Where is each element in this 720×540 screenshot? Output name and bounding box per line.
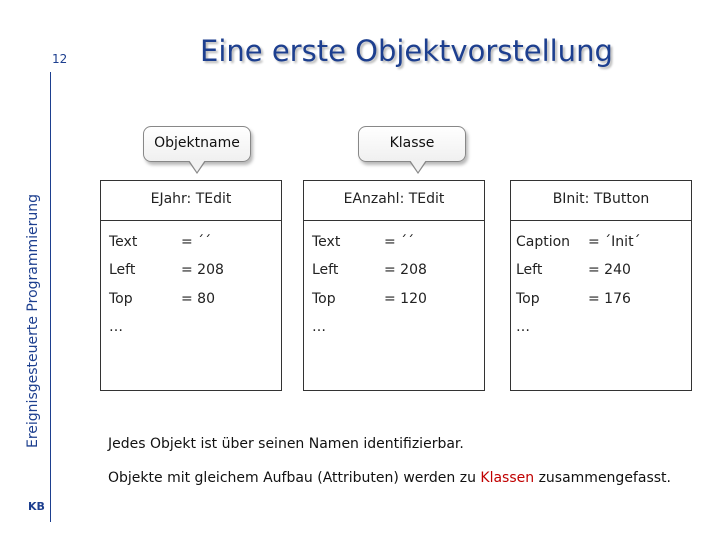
object-header-divider	[511, 220, 691, 221]
property-value: = 208	[181, 262, 224, 278]
property-ellipsis: …	[516, 319, 530, 335]
note-identification: Jedes Objekt ist über seinen Namen identifizierbar.	[108, 436, 464, 452]
object-box-ejahr	[100, 180, 282, 391]
property-name: Text	[109, 234, 138, 250]
property-name: Top	[312, 291, 336, 307]
property-name: Top	[109, 291, 133, 307]
note-classes-text-end: zusammengefasst.	[534, 470, 671, 486]
slide-title: Eine erste Objektvorstellung	[200, 34, 613, 68]
object-header-divider	[304, 220, 484, 221]
object-header: EAnzahl: TEdit	[343, 191, 445, 207]
object-header: BInit: TButton	[552, 191, 650, 207]
property-ellipsis: …	[312, 319, 326, 335]
note-classes	[108, 470, 671, 486]
callout-objektname-label: Objektname	[154, 135, 240, 151]
property-ellipsis: …	[109, 319, 123, 335]
property-value: = 176	[588, 291, 631, 307]
sidebar-vertical-label: Ereignisgesteuerte Programmierung	[25, 193, 41, 448]
property-value: = ´Init´	[588, 234, 641, 250]
property-name: Left	[109, 262, 136, 278]
property-value: = 240	[588, 262, 631, 278]
callout-klasse	[358, 126, 466, 162]
object-header: EJahr: TEdit	[150, 191, 232, 207]
property-value: = 80	[181, 291, 215, 307]
author-initials: KB	[28, 500, 45, 513]
property-name: Left	[516, 262, 543, 278]
property-name: Top	[516, 291, 540, 307]
property-name: Text	[312, 234, 341, 250]
object-box-eanzahl	[303, 180, 485, 391]
page-number: 12	[52, 52, 68, 66]
callout-objektname	[143, 126, 251, 162]
note-classes-text: Objekte mit gleichem Aufbau (Attributen) werden zu	[108, 470, 481, 486]
property-value: = 120	[384, 291, 427, 307]
object-header-divider	[101, 220, 281, 221]
sidebar-divider	[50, 72, 51, 522]
property-value: = ´´	[181, 234, 212, 250]
note-classes-highlight: Klassen	[480, 470, 535, 486]
property-name: Caption	[516, 234, 571, 250]
property-value: = 208	[384, 262, 427, 278]
callout-klasse-label: Klasse	[389, 135, 435, 151]
callout-pointer-icon	[188, 161, 206, 174]
property-name: Left	[312, 262, 339, 278]
property-value: = ´´	[384, 234, 415, 250]
callout-pointer-icon	[409, 161, 427, 174]
object-box-binit	[510, 180, 692, 391]
